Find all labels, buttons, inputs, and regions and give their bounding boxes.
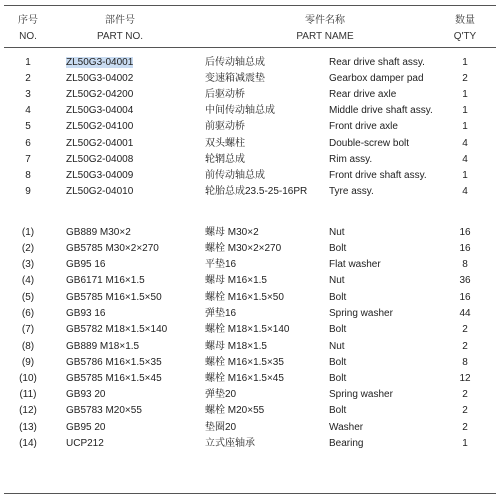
row-part-number: ZL50G3-04002 [66,73,134,84]
row-part-number: GB93 16 [66,308,106,319]
row-quantity: 1 [462,121,468,132]
row-quantity: 8 [462,357,468,368]
row-quantity: 2 [462,389,468,400]
row-part-number: ZL50G3-04009 [66,170,134,181]
row-quantity: 8 [462,259,468,270]
row-name-cn: 平垫16 [205,259,237,270]
header-qty-cn: 数量 [455,15,475,26]
row-name-cn: 双头螺柱 [205,138,245,149]
row-part-number: ZL50G2-04200 [66,89,134,100]
row-name-en: Rim assy. [329,154,373,165]
row-number: (7) [21,324,35,335]
row-name-cn: 螺母 M18×1.5 [205,341,267,352]
row-number: (14) [19,438,37,449]
table-top-rule [4,5,496,6]
row-name-en: Spring washer [329,389,393,400]
row-part-number: ZL50G2-04100 [66,121,134,132]
row-name-cn: 螺母 M30×2 [205,227,259,238]
row-quantity: 36 [459,275,471,286]
header-qty-en: Q'TY [453,31,477,42]
row-quantity: 1 [462,170,468,181]
row-quantity: 2 [462,405,468,416]
header-part-cn: 部件号 [105,15,135,26]
row-name-cn: 螺栓 M16×1.5×35 [205,357,284,368]
row-name-en: Spring washer [329,308,393,319]
row-part-number: UCP212 [66,438,104,449]
row-quantity: 12 [459,373,471,384]
row-number: (11) [19,389,37,400]
header-part-en: PART NO. [96,31,144,42]
row-part-number: GB889 M30×2 [66,227,131,238]
row-name-cn: 中间传动轴总成 [205,105,275,116]
row-quantity: 4 [462,186,468,197]
row-name-cn: 螺栓 M18×1.5×140 [205,324,290,335]
row-name-cn: 螺栓 M30×2×270 [205,243,282,254]
row-quantity: 16 [459,243,471,254]
row-part-number: GB5783 M20×55 [66,405,142,416]
row-name-en: Bolt [329,324,347,335]
row-number: (9) [21,357,35,368]
row-name-en: Nut [329,341,345,352]
row-number: (10) [19,373,37,384]
header-name-en: PART NAME [296,31,354,42]
row-quantity: 2 [462,324,468,335]
row-part-number: ZL50G3-04004 [66,105,134,116]
header-bottom-rule [4,47,496,48]
row-name-en: Gearbox damper pad [329,73,424,84]
row-part-number: GB95 20 [66,422,106,433]
row-part-number: GB93 20 [66,389,106,400]
row-name-cn: 螺栓 M16×1.5×50 [205,292,284,303]
row-part-number [66,57,133,69]
row-number: 7 [25,154,31,165]
row-name-en: Nut [329,227,345,238]
selected-part-number: ZL50G3-04001 [66,57,134,68]
row-part-number: GB5785 M16×1.5×45 [66,373,162,384]
row-part-number: GB5785 M16×1.5×50 [66,292,162,303]
row-name-en: Bolt [329,243,347,254]
row-part-number: GB5785 M30×2×270 [66,243,159,254]
row-name-cn: 螺栓 M16×1.5×45 [205,373,284,384]
row-number: (2) [21,243,35,254]
row-number: (8) [21,341,35,352]
row-part-number: GB5782 M18×1.5×140 [66,324,168,335]
row-number: 6 [25,138,31,149]
row-number: 5 [25,121,31,132]
row-part-number: GB5786 M16×1.5×35 [66,357,162,368]
row-number: 3 [25,89,31,100]
row-number: (12) [19,405,37,416]
row-name-cn: 弹垫16 [205,308,237,319]
row-name-en: Front drive shaft assy. [329,170,427,181]
row-quantity: 16 [459,227,471,238]
row-name-cn: 前驱动桥 [205,121,245,132]
row-name-en: Bolt [329,405,347,416]
row-name-cn: 螺栓 M20×55 [205,405,265,416]
row-number: 9 [25,186,31,197]
row-name-en: Rear drive shaft assy. [329,57,425,68]
row-name-cn: 轮胎总成23.5-25-16PR [205,186,308,197]
row-name-en: Bolt [329,373,347,384]
row-part-number: GB95 16 [66,259,106,270]
row-quantity: 2 [462,73,468,84]
row-name-en: Nut [329,275,345,286]
row-quantity: 1 [462,57,468,68]
row-name-cn: 弹垫20 [205,389,237,400]
row-name-cn: 轮辋总成 [205,154,245,165]
row-name-en: Flat washer [329,259,381,270]
row-quantity: 2 [462,422,468,433]
row-part-number: ZL50G2-04010 [66,186,134,197]
row-number: (13) [19,422,37,433]
row-quantity: 1 [462,89,468,100]
row-number: (4) [21,275,35,286]
row-name-en: Front drive axle [329,121,398,132]
row-part-number: ZL50G2-04001 [66,138,134,149]
row-name-cn: 后传动轴总成 [205,57,265,68]
row-number: (6) [21,308,35,319]
row-name-en: Middle drive shaft assy. [329,105,433,116]
row-name-en: Bolt [329,357,347,368]
header-no-en: NO. [19,31,37,42]
row-quantity: 1 [462,105,468,116]
row-name-en: Washer [329,422,364,433]
row-quantity: 44 [459,308,471,319]
row-quantity: 1 [462,438,468,449]
row-name-en: Bolt [329,292,347,303]
row-name-cn: 垫圈20 [205,422,237,433]
row-name-en: Tyre assy. [329,186,374,197]
row-name-cn: 后驱动桥 [205,89,245,100]
row-name-cn: 变速箱减震垫 [205,73,265,84]
row-number: (1) [21,227,35,238]
row-number: 8 [25,170,31,181]
row-name-en: Rear drive axle [329,89,397,100]
row-part-number: ZL50G2-04008 [66,154,134,165]
row-name-cn: 立式座轴承 [205,438,255,449]
header-no-cn: 序号 [18,15,38,26]
table-bottom-rule [4,493,496,494]
row-quantity: 4 [462,138,468,149]
row-quantity: 16 [459,292,471,303]
row-name-cn: 螺母 M16×1.5 [205,275,267,286]
row-number: (3) [21,259,35,270]
row-quantity: 2 [462,341,468,352]
row-name-cn: 前传动轴总成 [205,170,265,181]
row-name-en: Double-screw bolt [329,138,410,149]
row-number: (5) [21,292,35,303]
row-name-en: Bearing [329,438,364,449]
row-part-number: GB6171 M16×1.5 [66,275,145,286]
row-quantity: 4 [462,154,468,165]
row-part-number: GB889 M18×1.5 [66,341,140,352]
row-number: 2 [25,73,31,84]
row-number: 4 [25,105,31,116]
header-name-cn: 零件名称 [305,15,345,26]
row-number: 1 [25,57,31,68]
